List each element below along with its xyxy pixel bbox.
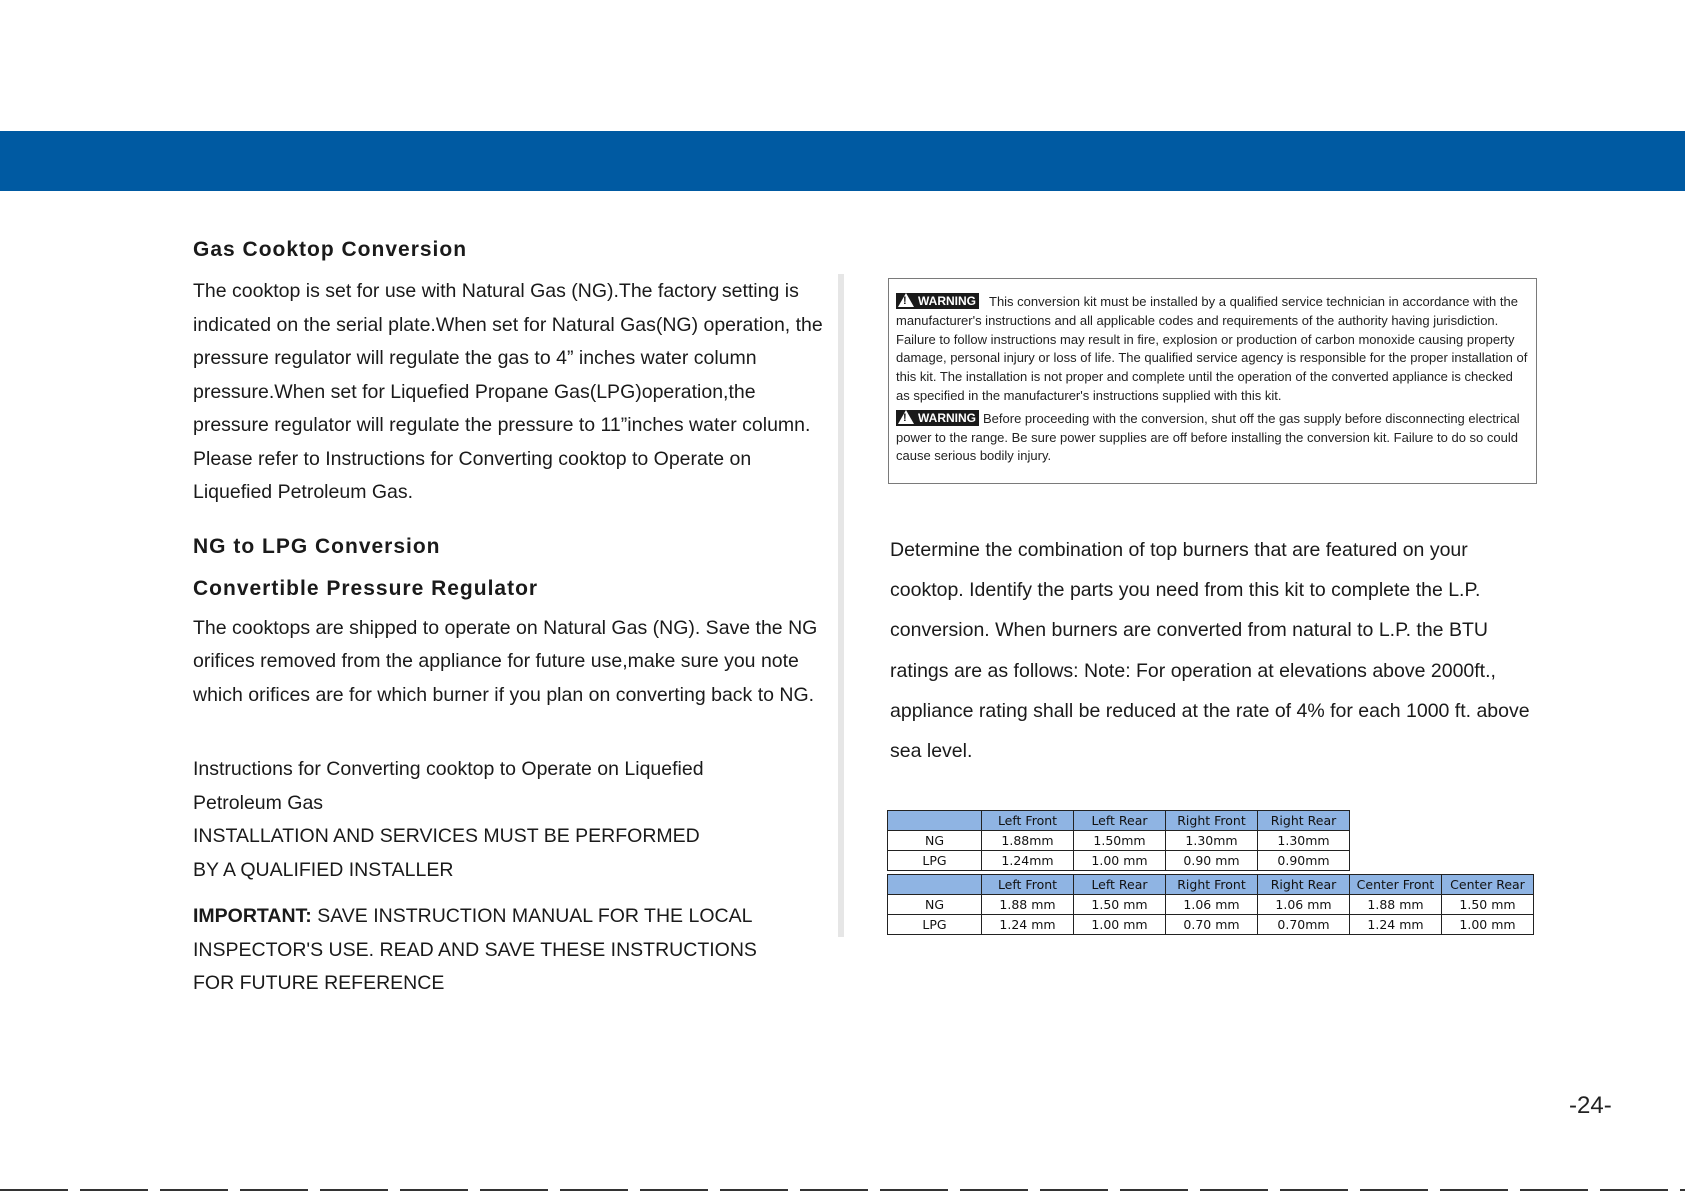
table-header-cell: Center Front bbox=[1350, 875, 1442, 895]
table-header-row bbox=[888, 811, 1350, 831]
installation-line2: BY A QUALIFIED INSTALLER bbox=[193, 858, 454, 881]
table-cell: 1.88mm bbox=[982, 831, 1074, 851]
installation-line1: INSTALLATION AND SERVICES MUST BE PERFORMED bbox=[193, 825, 700, 847]
table-row bbox=[888, 851, 1350, 871]
warning-text-2: Before proceeding with the conversion, shut off the gas supply before disconnecting electrical power to the range. Be sure power supplies are off before installing the conversion kit. Failure to do so could cause serious bodily injury. bbox=[896, 410, 1520, 464]
table-header-cell: Left Front bbox=[982, 875, 1074, 895]
table-row-label: NG bbox=[888, 895, 982, 915]
table-header-blank bbox=[888, 811, 982, 831]
header-banner bbox=[0, 131, 1685, 191]
paragraph-factory-setting: The cooktop is set for use with Natural Gas (NG).The factory setting is indicated on the serial plate.When set for Natural Gas(NG) operation, the pressure regulator will regulate the gas to 4” inches water column pressure.When set for Liquefied Propane Gas(LPG)operation,the pressure regulator will regulate the pressure to 11”inches water column. Please refer to Instructions for Converting cooktop to Operate on Liquefied Petroleum Gas. bbox=[193, 280, 823, 503]
table-cell: 1.00 mm bbox=[1442, 915, 1534, 935]
heading-gas-cooktop-conversion: Gas Cooktop Conversion bbox=[193, 238, 468, 261]
warning-badge: !WARNING bbox=[896, 410, 979, 426]
table-row bbox=[888, 895, 1534, 915]
table-header-cell: Right Front bbox=[1166, 875, 1258, 895]
table-cell: 1.24 mm bbox=[982, 915, 1074, 935]
table-cell: 1.50 mm bbox=[1074, 895, 1166, 915]
instructions-title-line1: Instructions for Converting cooktop to Operate on Liquefied bbox=[193, 758, 704, 780]
page-number: -24- bbox=[1569, 1092, 1612, 1119]
table-cell: 1.24 mm bbox=[1350, 915, 1442, 935]
warning-box bbox=[888, 278, 1537, 484]
left-column bbox=[193, 238, 833, 1001]
table-row-label: LPG bbox=[888, 915, 982, 935]
orifice-table-6-burner bbox=[887, 874, 1534, 935]
important-label: IMPORTANT: bbox=[193, 905, 312, 927]
table-cell: 0.90 mm bbox=[1166, 851, 1258, 871]
table-cell: 1.06 mm bbox=[1258, 895, 1350, 915]
table-header-cell: Left Rear bbox=[1074, 875, 1166, 895]
warning-text-1: This conversion kit must be installed by a qualified service technician in accordance with the manufacturer's instructions and all applicable codes and requirements of the authority having jurisdiction. Failure to follow instructions may result in fire, explosion or production of carbon monoxide causing property damage, personal injury or loss of life. The qualified service agency is responsible for the proper installation of this kit. The installation is not proper and complete until the operation of the converted appliance is checked as specified in the manufacturer's instructions supplied with this kit. bbox=[896, 294, 1528, 403]
paragraph-shipped-ng: The cooktops are shipped to operate on Natural Gas (NG). Save the NG orifices removed from the appliance for future use,make sure you note which orifices are for which burner if you plan on converting back to NG. bbox=[193, 616, 818, 706]
instructions-title-line2: Petroleum Gas bbox=[193, 791, 324, 814]
table-header-cell: Left Rear bbox=[1074, 811, 1166, 831]
table-header-blank bbox=[888, 875, 982, 895]
heading-convertible-regulator: Convertible Pressure Regulator bbox=[193, 576, 539, 600]
paragraph-burner-combination: Determine the combination of top burners that are featured on your cooktop. Identify the parts you need from this kit to complete the L.P. conversion. When burners are converted from natural to L.P. the BTU ratings are as follows: Note: For operation at elevations above 2000ft., appliance rating shall be reduced at the rate of 4% for each 1000 ft. above sea level. bbox=[890, 539, 1530, 763]
table-row bbox=[888, 915, 1534, 935]
table-cell: 1.50mm bbox=[1074, 831, 1166, 851]
table-cell: 1.88 mm bbox=[982, 895, 1074, 915]
table-row-label: LPG bbox=[888, 851, 982, 871]
important-line2: INSPECTOR'S USE. READ AND SAVE THESE INSTRUCTIONS bbox=[193, 938, 757, 961]
table-header-cell: Left Front bbox=[982, 811, 1074, 831]
table-cell: 1.50 mm bbox=[1442, 895, 1534, 915]
table-cell: 1.88 mm bbox=[1350, 895, 1442, 915]
warning-triangle-icon bbox=[898, 293, 914, 307]
heading-ng-to-lpg: NG to LPG Conversion bbox=[193, 534, 441, 558]
table-cell: 1.00 mm bbox=[1074, 851, 1166, 871]
warning-badge: !WARNING bbox=[896, 293, 979, 309]
table-cell: 0.90mm bbox=[1258, 851, 1350, 871]
table-cell: 0.70mm bbox=[1258, 915, 1350, 935]
table-header-cell: Right Rear bbox=[1258, 811, 1350, 831]
important-line3: FOR FUTURE REFERENCE bbox=[193, 972, 445, 994]
table-cell: 1.00 mm bbox=[1074, 915, 1166, 935]
table-cell: 0.70 mm bbox=[1166, 915, 1258, 935]
table-cell: 1.30mm bbox=[1258, 831, 1350, 851]
table-row-label: NG bbox=[888, 831, 982, 851]
warning-paragraph-1 bbox=[896, 293, 1530, 406]
table-header-row bbox=[888, 875, 1534, 895]
important-text: SAVE INSTRUCTION MANUAL FOR THE LOCAL bbox=[311, 905, 753, 927]
orifice-table-4-burner bbox=[887, 810, 1350, 871]
table-cell: 1.30mm bbox=[1166, 831, 1258, 851]
table-cell: 1.06 mm bbox=[1166, 895, 1258, 915]
table-cell: 1.24mm bbox=[982, 851, 1074, 871]
table-header-cell: Center Rear bbox=[1442, 875, 1534, 895]
warning-paragraph-2 bbox=[896, 410, 1530, 466]
important-line1 bbox=[193, 900, 833, 934]
table-header-cell: Right Front bbox=[1166, 811, 1258, 831]
warning-triangle-icon bbox=[898, 410, 914, 424]
column-divider bbox=[838, 274, 844, 937]
table-row bbox=[888, 831, 1350, 851]
table-header-cell: Right Rear bbox=[1258, 875, 1350, 895]
